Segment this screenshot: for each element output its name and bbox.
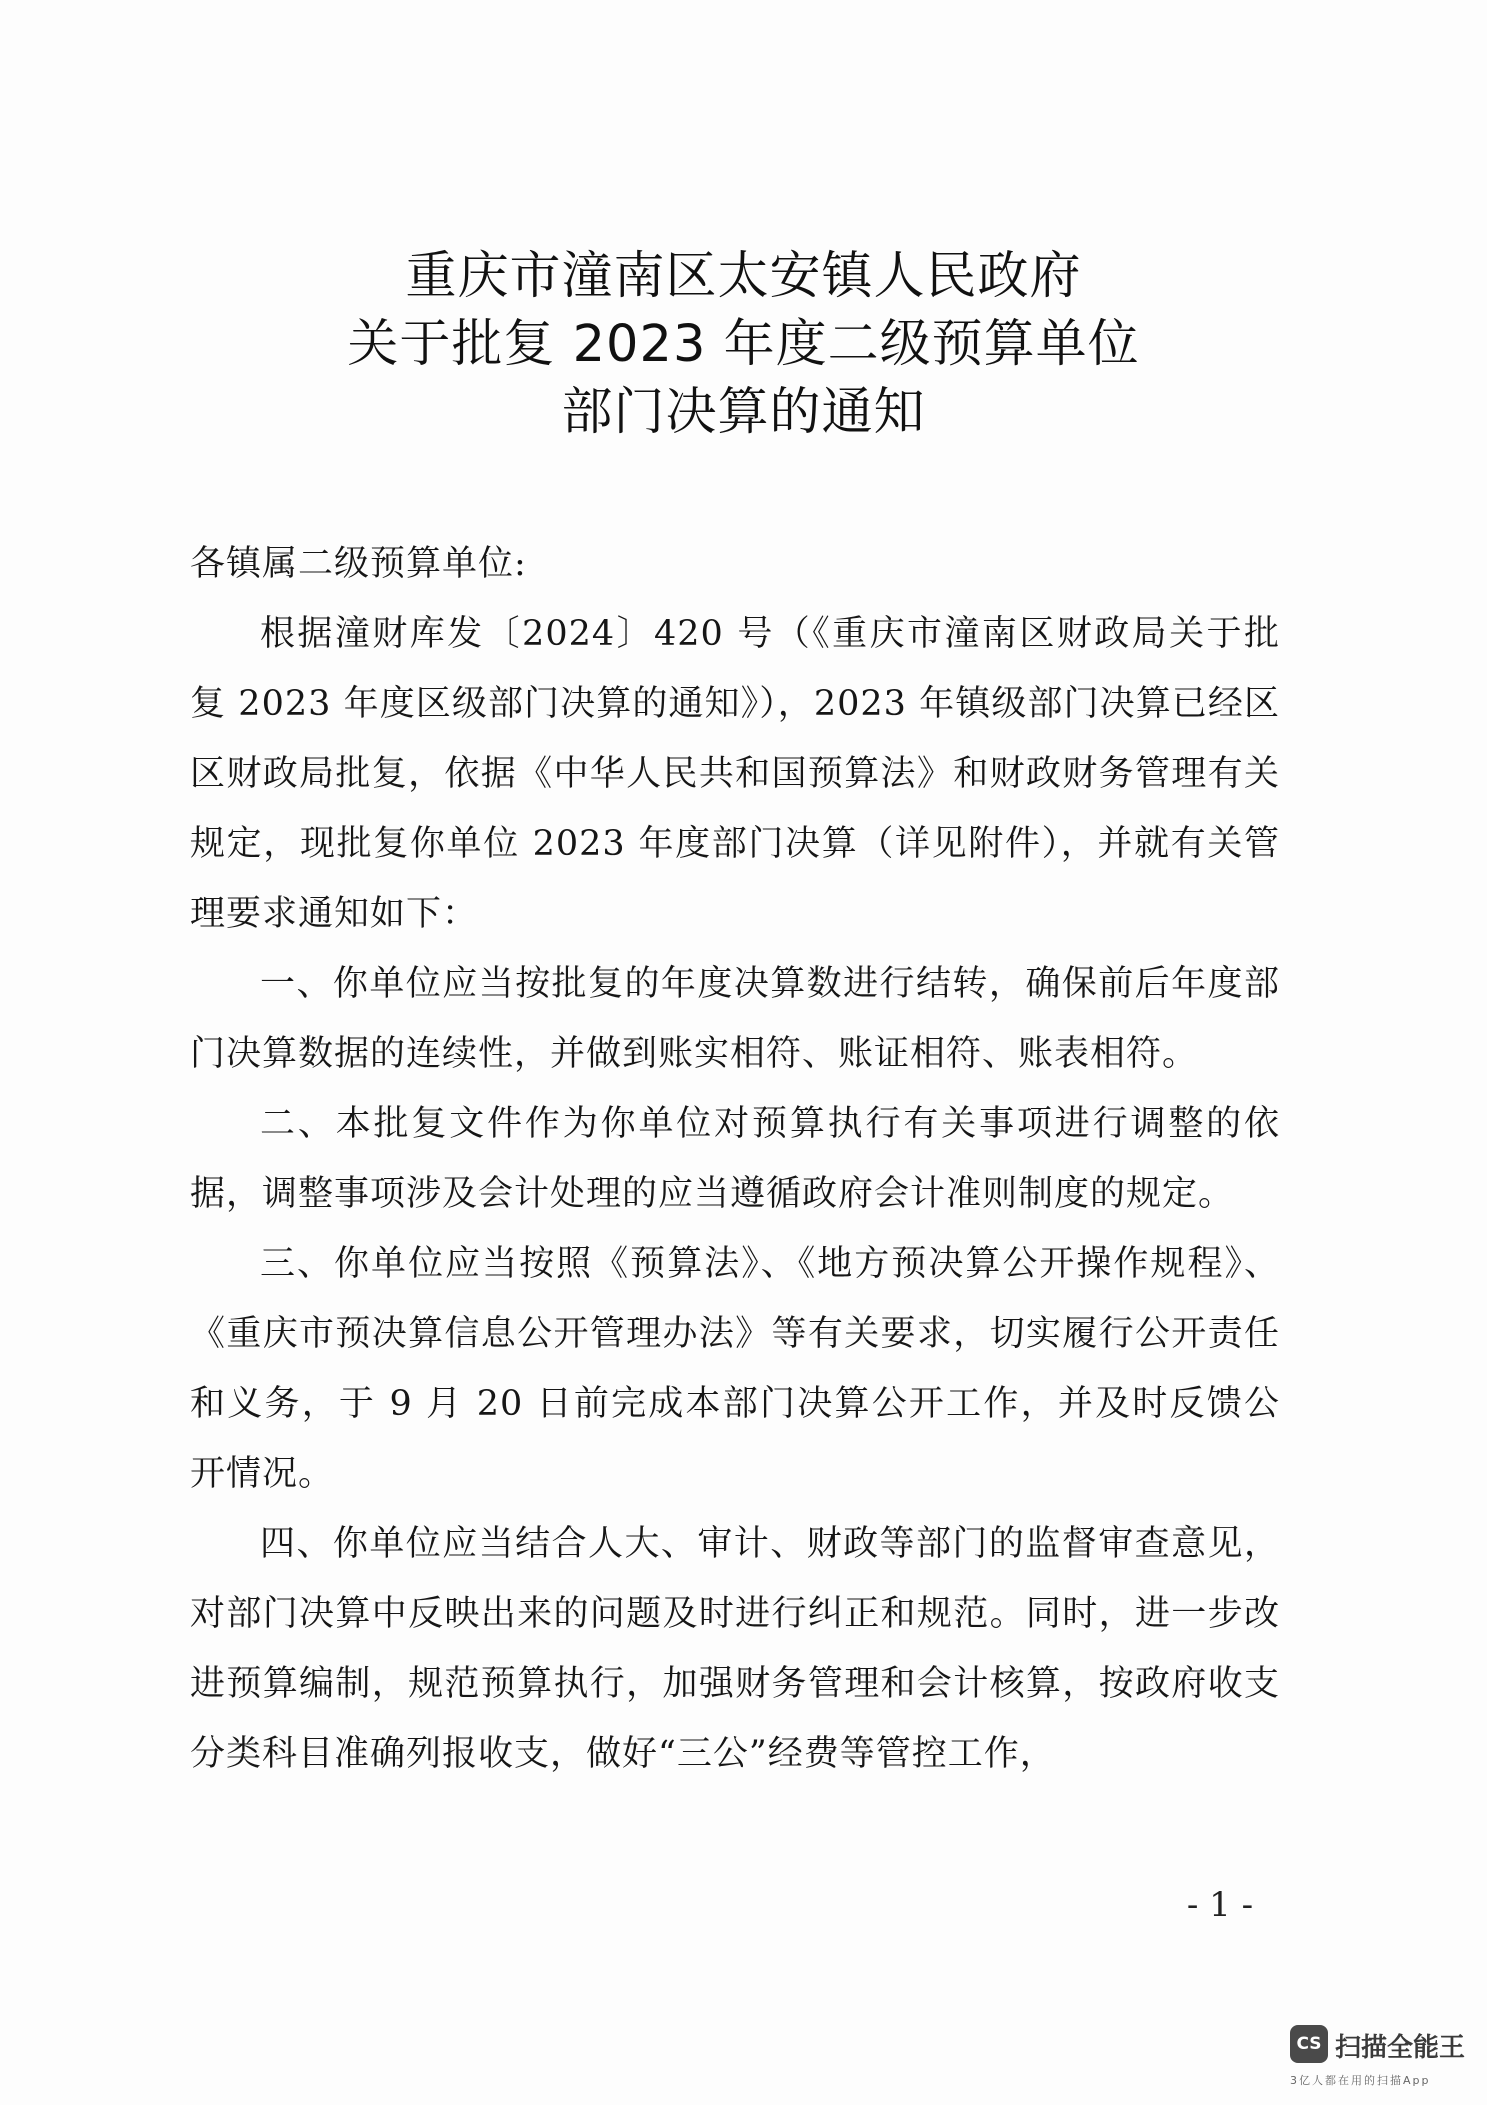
title-line-2: 关于批复 2023 年度二级预算单位 [347,315,1140,374]
paragraph-intro: 根据潼财库发〔2024〕420 号（《重庆市潼南区财政局关于批复 2023 年度区级部门决算的通知》），2023 年镇级部门决算已经区区财政局批复，依据《中华人民共和国预算法》和财政财务管理有关规定，现批复你单位 2023 年度部门决算（详见附件），并就有关管理要求通知如下： [190,614,1280,934]
paragraph-item-1: 一、你单位应当按批复的年度决算数进行结转，确保前后年度部门决算数据的连续性，并做到账实相符、账证相符、账表相符。 [190,964,1280,1074]
watermark-slogan: 3亿人都在用的扫描App [1290,2074,1431,2087]
title-line-1: 重庆市潼南区太安镇人民政府 [405,247,1082,306]
paragraph-item-2: 二、本批复文件作为你单位对预算执行有关事项进行调整的依据，调整事项涉及会计处理的应当遵循政府会计准则制度的规定。 [190,1104,1280,1214]
paragraph-item-4: 四、你单位应当结合人大、审计、财政等部门的监督审查意见，对部门决算中反映出来的问题及时进行纠正和规范。同时，进一步改进预算编制，规范预算执行，加强财务管理和会计核算，按政府收支分类科目准确列报收支，做好“三公”经费等管控工作， [190,1524,1280,1774]
watermark-app-name: 扫描全能王 [1335,2033,1466,2063]
camscanner-logo-icon: CS [1290,2025,1328,2063]
page-number: - 1 - [1186,1885,1254,1925]
scanner-watermark [1290,2025,1470,2095]
document-title [0,243,1487,447]
title-line-3: 部门决算的通知 [561,383,926,442]
paragraph-item-3: 三、你单位应当按照《预算法》、《地方预决算公开操作规程》、《重庆市预决算信息公开管理办法》等有关要求，切实履行公开责任和义务，于 9 月 20 日前完成本部门决算公开工作，并及时反馈公开情况。 [190,1244,1280,1494]
salutation: 各镇属二级预算单位: [190,544,527,584]
document-body [190,529,1280,1789]
